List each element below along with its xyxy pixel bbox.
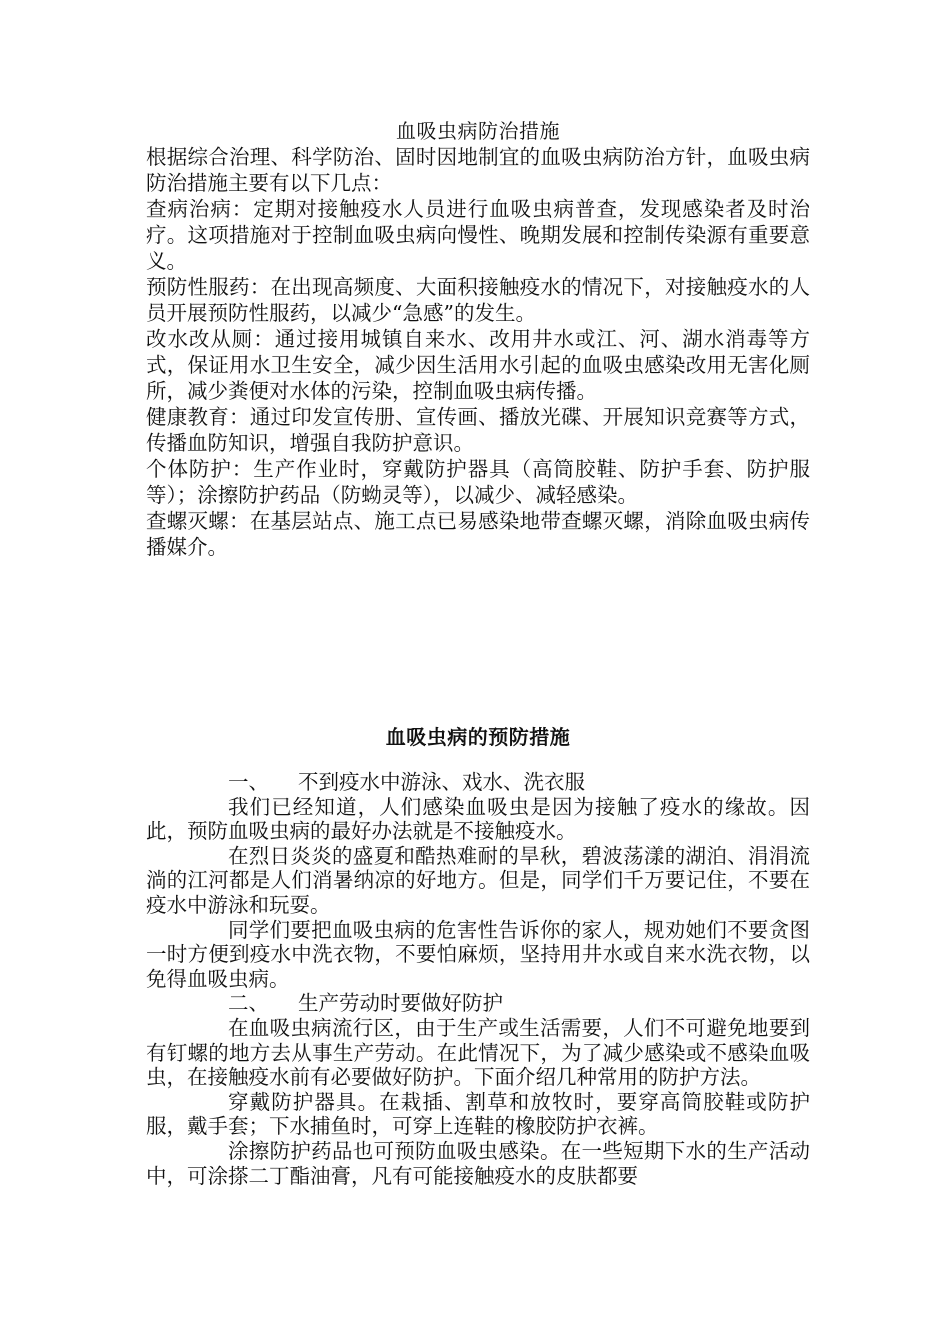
section2-heading-2 xyxy=(146,991,810,1016)
section2-paragraph: 在血吸虫病流行区，由于生产或生活需要，人们不可避免地要到有钉螺的地方去从事生产劳动。在此情况下，为了减少感染或不感染血吸虫，在接触疫水前有必要做好防护。下面介绍几种常用的防护方法。 xyxy=(146,1015,810,1090)
measure-health-education: 健康教育：通过印发宣传册、宣传画、播放光碟、开展知识竞赛等方式，传播血防知识，增强自我防护意识。 xyxy=(146,405,810,455)
section2 xyxy=(146,724,810,1188)
section1-intro: 根据综合治理、科学防治、固时因地制宜的血吸虫病防治方针，血吸虫病防治措施主要有以下几点： xyxy=(146,145,810,195)
measure-preventive-medication: 预防性服药：在出现高频度、大面积接触疫水的情况下，对接触疫水的人员开展预防性服药，以减少“急感”的发生。 xyxy=(146,275,810,325)
section2-paragraph: 穿戴防护器具。在栽插、割草和放牧时，要穿高筒胶鞋或防护服，戴手套；下水捕鱼时，可穿上连鞋的橡胶防护衣裤。 xyxy=(146,1089,810,1139)
measure-check-treat: 查病治病：定期对接触疫水人员进行血吸虫病普查，发现感染者及时治疗。这项措施对于控制血吸虫病向慢性、晚期发展和控制传染源有重要意义。 xyxy=(146,197,810,273)
measure-snail-control: 查螺灭螺：在基层站点、施工点已易感染地带查螺灭螺，消除血吸虫病传播媒介。 xyxy=(146,509,810,559)
section2-paragraph: 涂擦防护药品也可预防血吸虫感染。在一些短期下水的生产活动中，可涂搽二丁酯油膏，凡有可能接触疫水的皮肤都要 xyxy=(146,1138,810,1188)
blank-space xyxy=(146,560,810,692)
document-page xyxy=(146,118,810,1188)
section2-title: 血吸虫病的预防措施 xyxy=(385,725,571,749)
section1-title: 血吸虫病防治措施 xyxy=(396,119,560,143)
section2-paragraph: 我们已经知道，人们感染血吸虫是因为接触了疫水的缘故。因此，预防血吸虫病的最好办法就是不接触疫水。 xyxy=(146,794,810,844)
measure-water-toilet: 改水改从厕：通过接用城镇自来水、改用井水或江、河、湖水消毒等方式，保证用水卫生安全，减少因生活用水引起的血吸虫感染改用无害化厕所，减少粪便对水体的污染，控制血吸虫病传播。 xyxy=(146,327,810,403)
section2-paragraph: 在烈日炎炎的盛夏和酷热难耐的旱秋，碧波荡漾的湖泊、涓涓流淌的江河都是人们消暑纳凉的好地方。但是，同学们千万要记住，不要在疫水中游泳和玩耍。 xyxy=(146,843,810,917)
heading-number: 二、 xyxy=(228,991,269,1016)
heading-number: 一、 xyxy=(228,770,269,794)
section2-heading-1 xyxy=(146,770,810,795)
heading-text: 生产劳动时要做好防护 xyxy=(298,991,503,1016)
section1-body xyxy=(146,144,810,560)
measure-personal-protection: 个体防护：生产作业时，穿戴防护器具（高筒胶鞋、防护手套、防护服等）；涂擦防护药品（防蚴灵等），以减少、减轻感染。 xyxy=(146,457,810,507)
section2-paragraph: 同学们要把血吸虫病的危害性告诉你的家人，规劝她们不要贪图一时方便到疫水中洗衣物，不要怕麻烦，坚持用井水或自来水洗衣物，以免得血吸虫病。 xyxy=(146,917,810,991)
heading-text: 不到疫水中游泳、戏水、洗衣服 xyxy=(298,770,585,794)
